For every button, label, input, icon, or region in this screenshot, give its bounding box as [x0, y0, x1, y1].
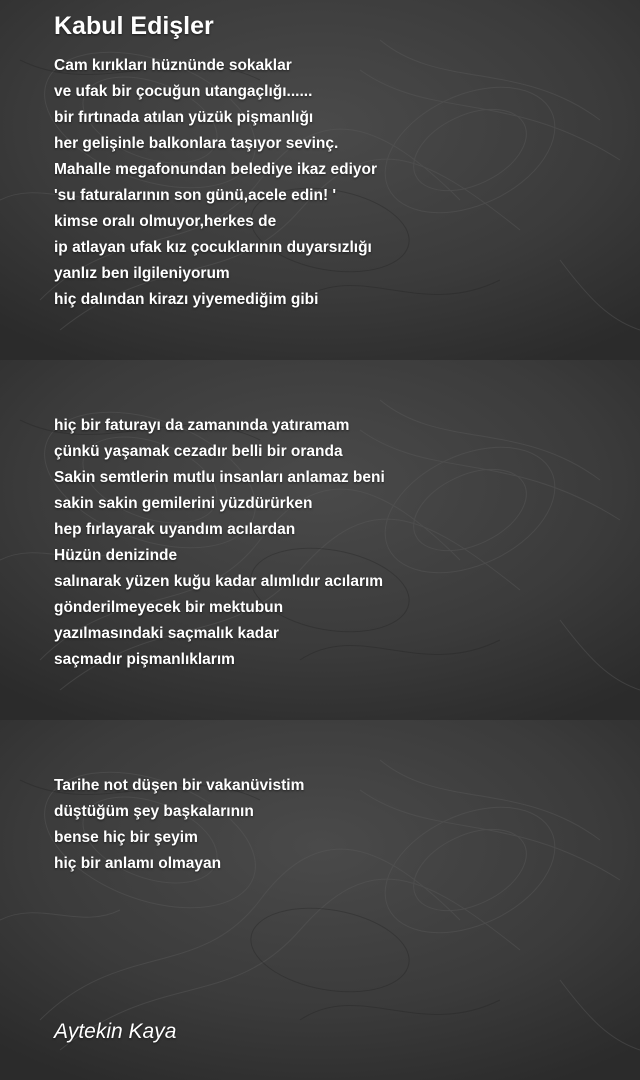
poem-line: kimse oralı olmuyor,herkes de	[54, 213, 277, 230]
poem-line: yazılmasındaki saçmalık kadar	[54, 625, 279, 642]
poem-line: hiç bir anlamı olmayan	[54, 855, 222, 872]
poem-line: 'su faturalarının son günü,acele edin! '	[54, 187, 337, 204]
poem-line: Hüzün denizinde	[54, 547, 178, 564]
poem-line: çünkü yaşamak cezadır belli bir oranda	[54, 443, 343, 460]
poem-stanza-2	[54, 413, 385, 673]
poem-stanza-3	[54, 773, 304, 877]
poem-line: düştüğüm şey başkalarının	[54, 803, 254, 820]
poem-line: Tarihe not düşen bir vakanüvistim	[54, 777, 305, 794]
poem-line: saçmadır pişmanlıklarım	[54, 651, 235, 668]
poem-line: salınarak yüzen kuğu kadar alımlıdır acılarım	[54, 573, 384, 590]
poem-stanza-1	[54, 53, 377, 313]
poem-line: Mahalle megafonundan belediye ikaz ediyor	[54, 161, 378, 178]
poem-line: hiç dalından kirazı yiyemediğim gibi	[54, 291, 319, 308]
poem-line: bir fırtınada atılan yüzük pişmanlığı	[54, 109, 314, 126]
poem-line: Cam kırıkları hüznünde sokaklar	[54, 57, 292, 74]
poem-line: Sakin semtlerin mutlu insanları anlamaz beni	[54, 469, 385, 486]
poem-line: hep fırlayarak uyandım acılardan	[54, 521, 296, 538]
poem-line: her gelişinle balkonlara taşıyor sevinç.	[54, 135, 339, 152]
poem-author: Aytekin Kaya	[54, 1020, 177, 1043]
poem-line: ve ufak bir çocuğun utangaçlığı......	[54, 83, 313, 100]
poem-line: sakin sakin gemilerini yüzdürürken	[54, 495, 313, 512]
poem-line: yanlız ben ilgileniyorum	[54, 265, 230, 282]
poem-line: bense hiç bir şeyim	[54, 829, 198, 846]
poem-line: hiç bir faturayı da zamanında yatıramam	[54, 417, 350, 434]
poem-title: Kabul Edişler	[54, 12, 214, 40]
poem-line: ip atlayan ufak kız çocuklarının duyarsızlığı	[54, 239, 372, 256]
poem-line: gönderilmeyecek bir mektubun	[54, 599, 284, 616]
